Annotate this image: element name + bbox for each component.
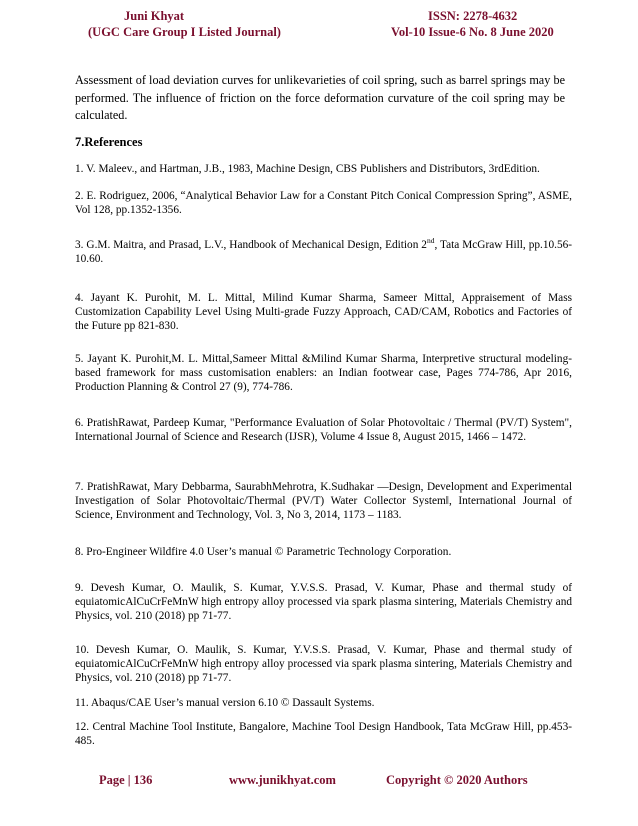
reference-1: 1. V. Maleev., and Hartman, J.B., 1983, Machine Design, CBS Publishers and Distributors, 3rdEdition.: [75, 163, 540, 175]
website-link[interactable]: www.junikhyat.com: [229, 773, 336, 787]
reference-8: 8. Pro-Engineer Wildfire 4.0 User’s manual © Parametric Technology Corporation.: [75, 546, 452, 558]
reference-3-text: 3. G.M. Maitra, and Prasad, L.V., Handbook of Mechanical Design, Edition 2: [75, 239, 427, 251]
reference-3-text-end: , Tata McGraw Hill, pp.10.56-10.60.: [75, 239, 573, 266]
reference-7: 7. PratishRawat, Mary Debbarma, SaurabhMehrotra, K.Sudhakar ―Design, Development and Experimental Investigation of Solar Photovoltaic/Thermal (PV/T) Water Collector System‖, International Journal of Science, Environment and Technology, Vol. 3, No 3, 2014, 1173 – 1183.: [75, 481, 572, 522]
reference-5: 5. Jayant K. Purohit,M. L. Mittal,Sameer Mittal &Milind Kumar Sharma, Interpretive structural modeling-based framework for mass customisation enablers: an Indian footwear case, Pages 774-786, Apr 2016, Production Planning & Control 27 (9), 774-786.: [75, 353, 572, 394]
journal-group: (UGC Care Group I Listed Journal): [88, 25, 281, 39]
reference-9: 9. Devesh Kumar, O. Maulik, S. Kumar, Y.V.S.S. Prasad, V. Kumar, Phase and thermal study of equiatomicAlCuCrFeMnW high entropy alloy processed via spark plasma sintering, Materials Chemistry and Physics, vol. 210 (2018) pp 71-77.: [75, 582, 572, 623]
issn: ISSN: 2278-4632: [428, 9, 518, 23]
page-number: Page | 136: [99, 773, 153, 787]
reference-4: 4. Jayant K. Purohit, M. L. Mittal, Milind Kumar Sharma, Sameer Mittal, Appraisement of Mass Customization Capability Level Using Multi-grade Fuzzy Approach, CAD/CAM, Robotics and Factories of the Future pp 821-830.: [75, 292, 572, 333]
intro-paragraph: Assessment of load deviation curves for unlikevarieties of coil spring, such as barrel springs may be performed. The influence of friction on the force deformation curvature of the coil spring may be calculated.: [75, 73, 565, 122]
volume-issue: Vol-10 Issue-6 No. 8 June 2020: [391, 25, 554, 39]
reference-3: [75, 238, 572, 266]
references-heading: 7.References: [75, 135, 143, 149]
reference-3-superscript: nd: [426, 236, 435, 246]
reference-6: 6. PratishRawat, Pardeep Kumar, "Performance Evaluation of Solar Photovoltaic / Thermal (PV/T) System", International Journal of Science and Research (IJSR), Volume 4 Issue 8, August 2015, 1466 – 1472.: [75, 417, 572, 444]
reference-10: 10. Devesh Kumar, O. Maulik, S. Kumar, Y.V.S.S. Prasad, V. Kumar, Phase and thermal study of equiatomicAlCuCrFeMnW high entropy alloy processed via spark plasma sintering, Materials Chemistry and Physics, vol. 210 (2018) pp 71-77.: [75, 644, 572, 685]
journal-name: Juni Khyat: [124, 9, 185, 23]
reference-12: 12. Central Machine Tool Institute, Bangalore, Machine Tool Design Handbook, Tata McGraw Hill, pp.453-485.: [75, 721, 572, 748]
reference-2: 2. E. Rodriguez, 2006, “Analytical Behavior Law for a Constant Pitch Conical Compression Spring”, ASME, Vol 128, pp.1352-1356.: [75, 190, 572, 217]
copyright: Copyright © 2020 Authors: [386, 773, 528, 787]
reference-11: 11. Abaqus/CAE User’s manual version 6.10 © Dassault Systems.: [75, 697, 375, 709]
